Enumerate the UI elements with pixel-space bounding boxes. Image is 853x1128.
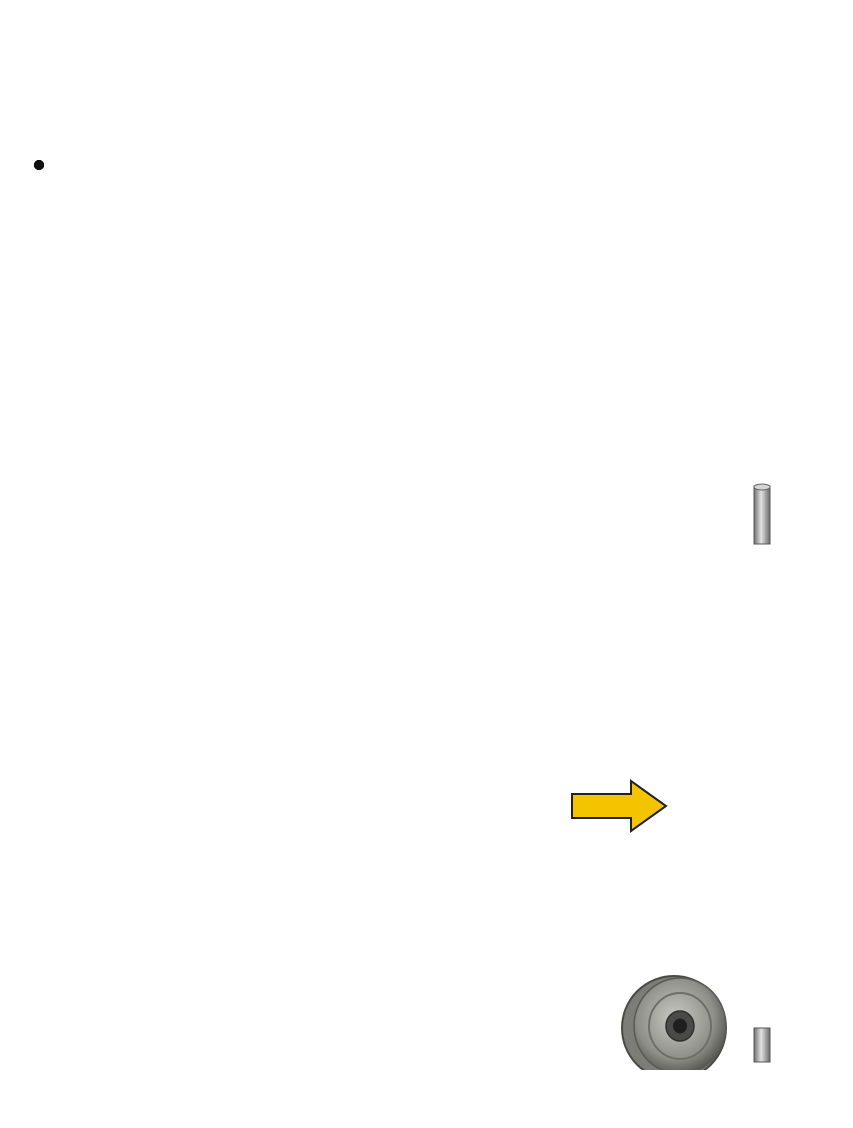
turbine-stack-image <box>616 480 826 1070</box>
bullet-icon <box>34 160 44 170</box>
